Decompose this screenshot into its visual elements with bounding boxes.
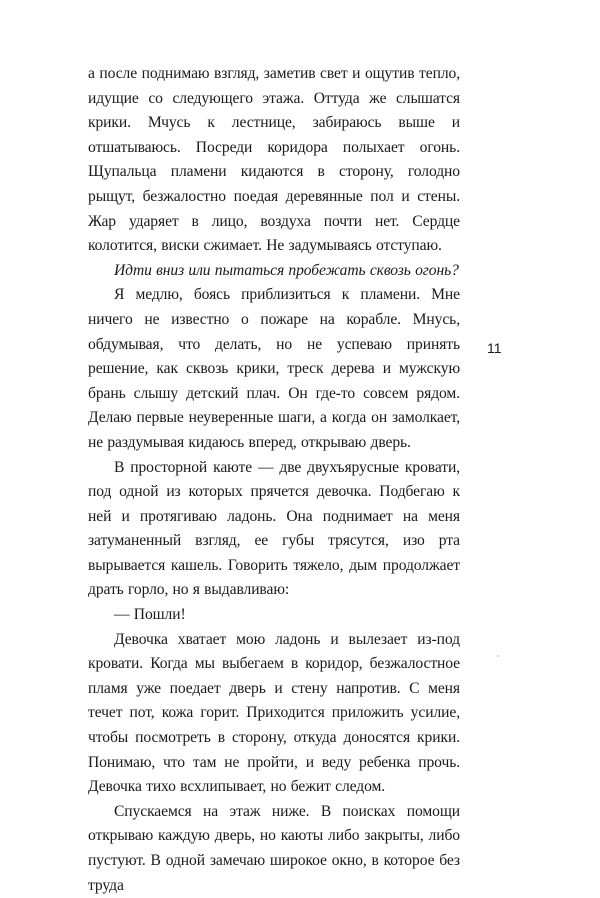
paper-speck — [497, 655, 499, 657]
paragraph-5-dialogue: — Пошли! — [114, 606, 186, 624]
paragraph-4: В просторной каюте — две двухъярусные кровати, под одной из которых прячется девочка. Подбегаю к ней и протягиваю ладонь. Она поднимает на меня затуманенный взгляд, ее губы трясутся, изо рта вырывается кашель. Говорить тяжело, дым продолжает драть горло, но я выдавливаю: — [88, 458, 460, 599]
paragraph-1: а после поднимаю взгляд, заметив свет и ощутив тепло, идущие со следующего этажа. Оттуда же слышатся крики. Мчусь к лестнице, забираюсь выше и отшатываюсь. Посреди коридора полыхает огонь. Щупальца пламени кидаются в сторону, голодно рыщут, безжалостно поедая деревянные пол и стены. Жар ударяет в лицо, воздуха почти нет. Сердце колотится, виски сжимает. Не задумываясь отступаю. — [88, 65, 460, 255]
paragraph-6: Девочка хватает мою ладонь и вылезает из-под кровати. Когда мы выбегаем в коридор, безжалостное пламя уже поедает дверь и стену напротив. С меня течет пот, кожа горит. Приходится приложить усилие, чтобы посмотреть в сторону, откуда доносятся крики. Понимаю, что там не пройти, и веду ребенка прочь. Девочка тихо всхлипывает, но бежит следом. — [88, 630, 460, 796]
body-text — [88, 62, 460, 898]
page-number: 11 — [487, 340, 502, 356]
paragraph-3: Я медлю, боясь приблизиться к пламени. Мне ничего не известно о пожаре на корабле. Мнусь, обдумывая, что делать, но не успеваю принять решение, как сквозь крики, треск дерева и мужскую брань слышу детский плач. Он где-то совсем рядом. Делаю первые неуверенные шаги, а когда он замолкает, не раздумывая кидаюсь вперед, открываю дверь. — [88, 286, 460, 451]
paragraph-2-italic-question: Идти вниз или пытаться пробежать сквозь огонь? — [114, 261, 459, 279]
paragraph-7: Спускаемся на этаж ниже. В поисках помощи открываю каждую дверь, но каюты либо закрыты, либо пустуют. В одной замечаю широкое окно, в которое без труда — [88, 802, 460, 894]
